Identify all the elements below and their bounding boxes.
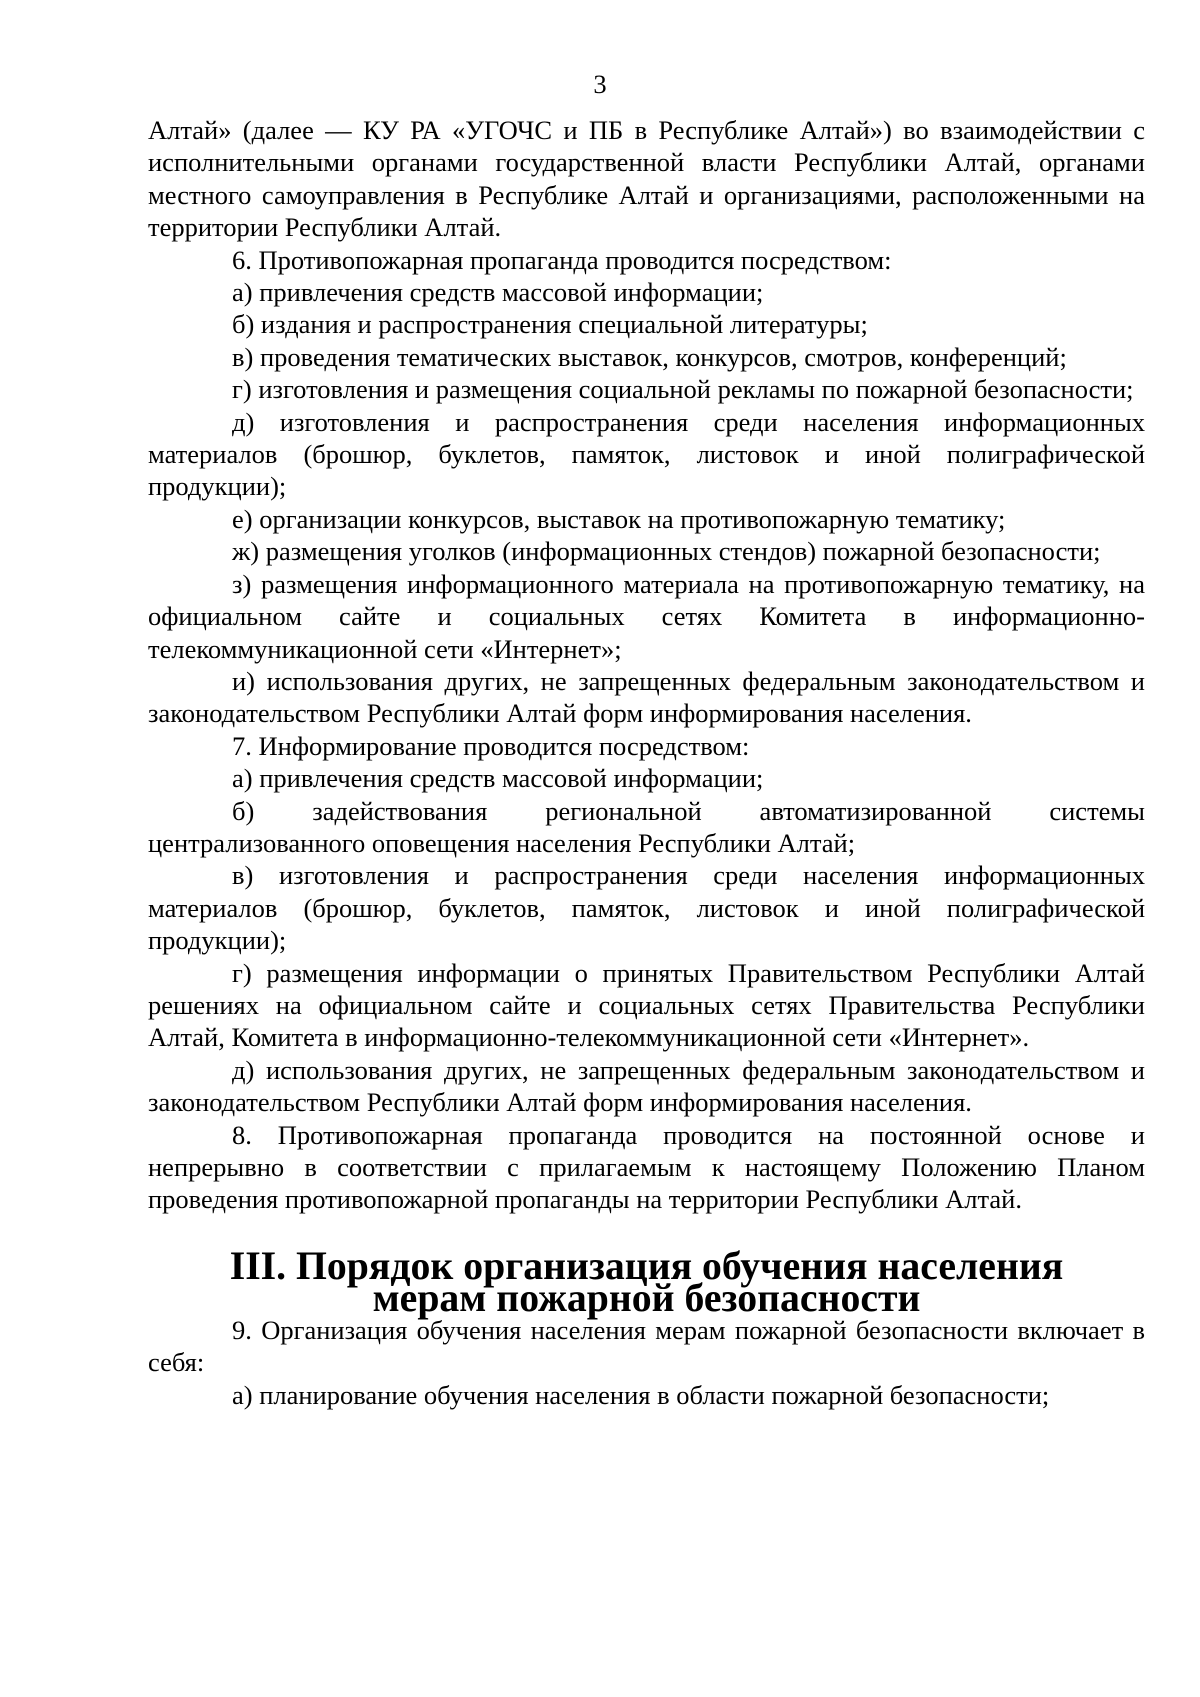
paragraph-item-7a: а) привлечения средств массовой информации; (232, 763, 764, 794)
paragraph-item-6v: в) проведения тематических выставок, конкурсов, смотров, конференций; (232, 341, 1067, 372)
section-heading: III. Порядок организация обучения населения мерам пожарной безопасности (229, 1243, 1064, 1320)
paragraph-item-7v: в) изготовления и распространения среди населения информационных материалов (брошюр, буклетов, памяток, листовок и иной полиграфической продукции); (148, 860, 1145, 956)
paragraph-item-6zh: ж) размещения уголков (информационных стендов) пожарной безопасности; (232, 536, 1101, 567)
paragraph-item-6: 6. Противопожарная пропаганда проводится посредством: (232, 244, 892, 275)
paragraph-item-6e: е) организации конкурсов, выставок на противопожарную тематику; (232, 503, 1006, 534)
paragraph-item-6b: б) издания и распространения специальной литературы; (232, 309, 868, 340)
paragraph-item-6d: д) изготовления и распространения среди населения информационных материалов (брошюр, буклетов, памяток, листовок и иной полиграфической продукции); (148, 406, 1145, 502)
paragraph-item-7b: б) задействования региональной автоматизированной системы централизованного оповещения населения Республики Алтай; (148, 795, 1145, 858)
page-number: 3 (593, 69, 607, 99)
paragraph-item-6g: г) изготовления и размещения социальной рекламы по пожарной безопасности; (232, 374, 1134, 405)
paragraph-item-7: 7. Информирование проводится посредством: (232, 730, 750, 761)
paragraph-item-6z: з) размещения информационного материала на противопожарную тематику, на официальном сайте и социальных сетях Комитета в информационно-телекоммуникационной сети «Интернет»; (148, 568, 1145, 664)
paragraph-item-6i: и) использования других, не запрещенных федеральным законодательством и законодательством Республики Алтай форм информирования населения. (148, 665, 1145, 729)
paragraph-item-9a: а) планирование обучения населения в области пожарной безопасности; (232, 1379, 1050, 1410)
paragraph-item-8: 8. Противопожарная пропаганда проводится на постоянной основе и непрерывно в соответствии с прилагаемым к настоящему Положению Планом проведения противопожарной пропаганды на территории Республики Алтай. (148, 1119, 1145, 1215)
paragraph-item-7d: д) использования других, не запрещенных федеральным законодательством и законодательством Республики Алтай форм информирования населения. (148, 1054, 1145, 1118)
paragraph-item-9: 9. Организация обучения населения мерам пожарной безопасности включает в себя: (148, 1314, 1145, 1378)
paragraph-item-7g: г) размещения информации о принятых Правительством Республики Алтай решениях на официальном сайте и социальных сетях Правительства Республики Алтай, Комитета в информационно-телекоммуникационной сети «Интернет». (148, 957, 1145, 1053)
document-body (148, 114, 1145, 1411)
paragraph-continuation: Алтай» (далее — КУ РА «УГОЧС и ПБ в Республике Алтай») во взаимодействии с исполнительными органами государственной власти Республики Алтай, органами местного самоуправления в Республике Алтай и организациями, расположенными на территории Республики Алтай. (148, 115, 1145, 243)
paragraph-item-6a: а) привлечения средств массовой информации; (232, 277, 764, 308)
